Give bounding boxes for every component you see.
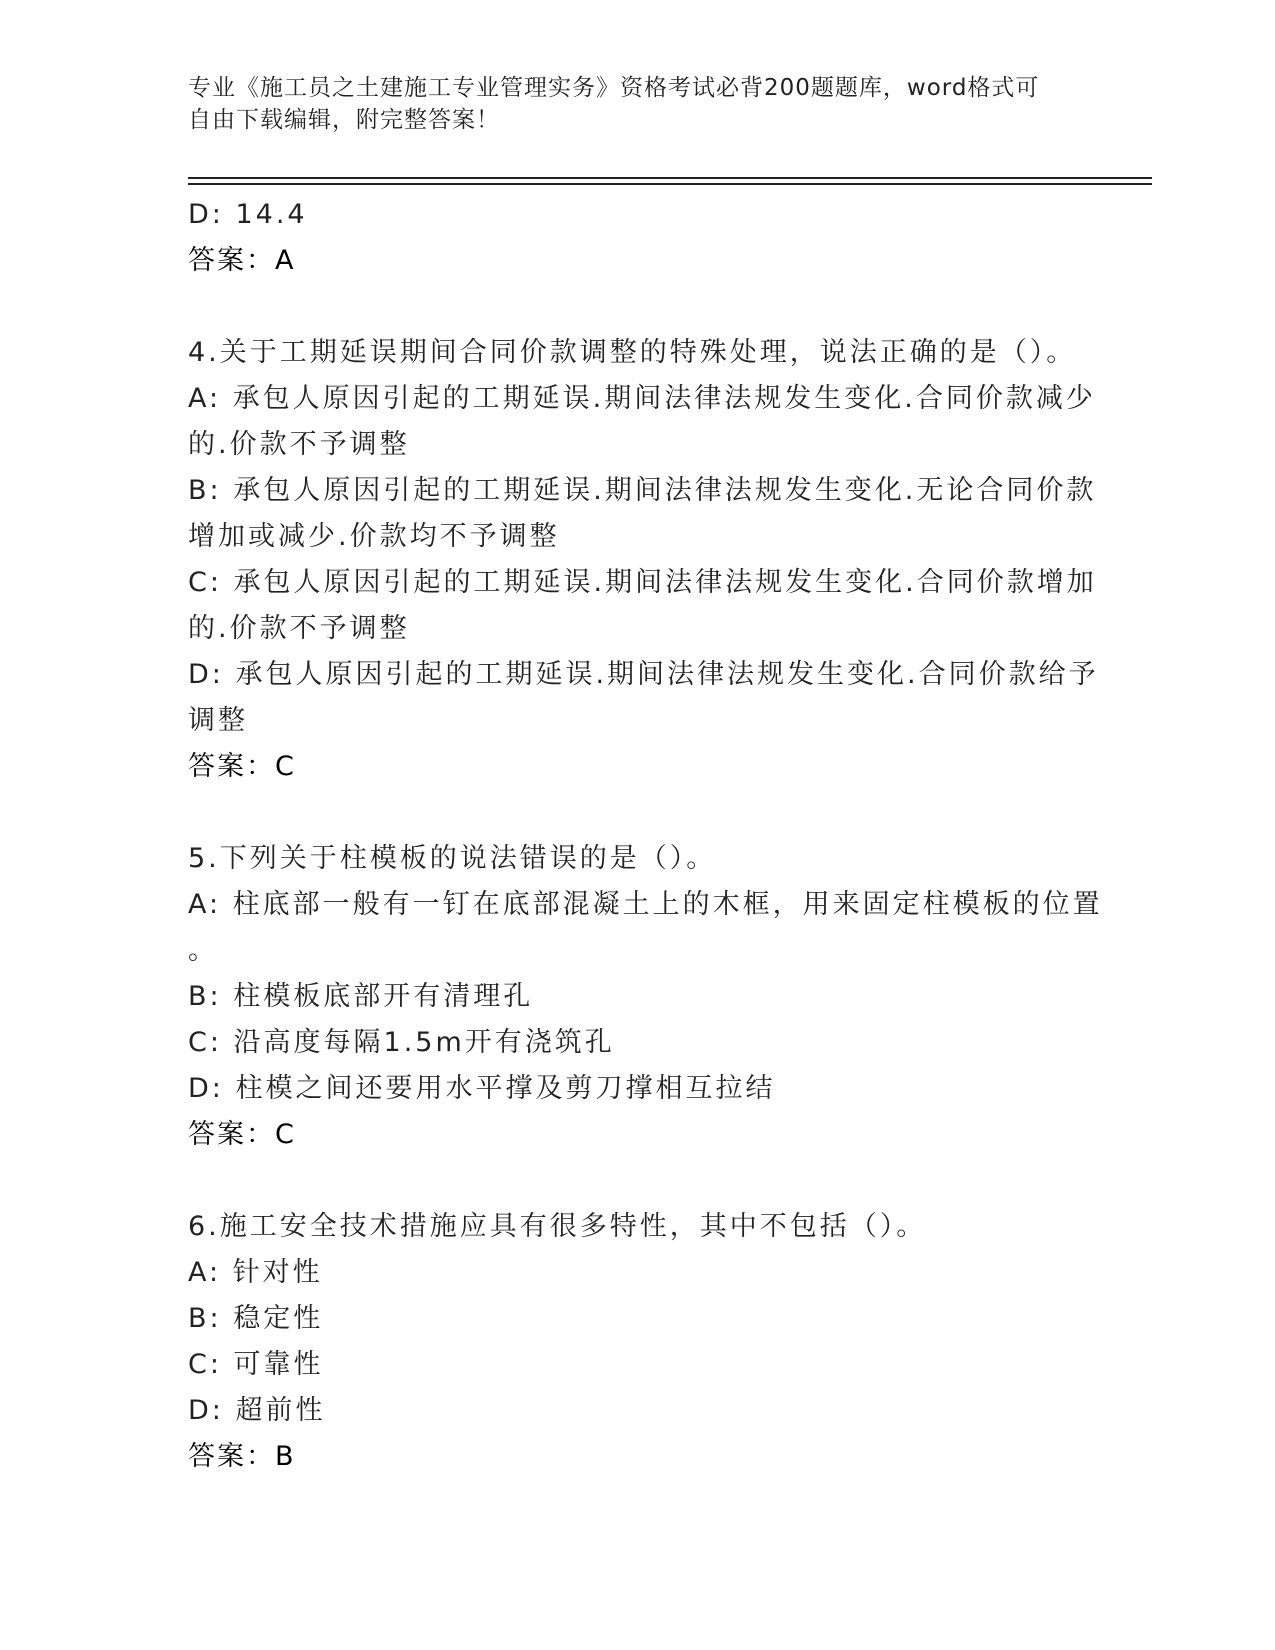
option-c: C: 沿高度每隔1.5m开有浇筑孔 [188, 1027, 615, 1058]
answer: 答案：A [188, 245, 296, 276]
question-5 [188, 836, 1103, 1158]
question-content [188, 192, 1103, 1480]
header-line-1: 专业《施工员之土建施工专业管理实务》资格考试必背200题题库，word格式可 [188, 75, 1040, 101]
spacer [188, 284, 1088, 330]
question-4 [188, 330, 1099, 790]
option-b: B: 柱模板底部开有清理孔 [188, 981, 534, 1012]
option-b: B: 稳定性 [188, 1303, 324, 1334]
question-stem: 6.施工安全技术措施应具有很多特性，其中不包括（）。 [188, 1211, 927, 1242]
option-d-cont: 调整 [188, 705, 248, 736]
question-stem: 4.关于工期延误期间合同价款调整的特殊处理，说法正确的是（）。 [188, 337, 1077, 368]
option-c-cont: 的.价款不予调整 [188, 613, 410, 644]
option-a-cont: 的.价款不予调整 [188, 429, 410, 460]
option-d: D: 承包人原因引起的工期延误.期间法律法规发生变化.合同价款给予 [188, 659, 1099, 690]
option-a: A: 承包人原因引起的工期延误.期间法律法规发生变化.合同价款减少 [188, 383, 1096, 414]
option-d: D: 柱模之间还要用水平撑及剪刀撑相互拉结 [188, 1073, 776, 1104]
answer: 答案：B [188, 1441, 296, 1472]
question-stem: 5.下列关于柱模板的说法错误的是（）。 [188, 843, 717, 874]
spacer [188, 790, 1088, 836]
option-a: A: 针对性 [188, 1257, 323, 1288]
question-6 [188, 1204, 1088, 1480]
option-d: D: 超前性 [188, 1395, 326, 1426]
option-b: B: 承包人原因引起的工期延误.期间法律法规发生变化.无论合同价款 [188, 475, 1097, 506]
option-c: C: 可靠性 [188, 1349, 324, 1380]
previous-question-tail [188, 192, 1088, 284]
answer: 答案：C [188, 1119, 296, 1150]
option-c: C: 承包人原因引起的工期延误.期间法律法规发生变化.合同价款增加 [188, 567, 1097, 598]
header-divider-top [188, 177, 1152, 179]
option-a-cont: 。 [188, 935, 218, 966]
page-header [188, 72, 1068, 136]
header-divider-bottom [188, 183, 1152, 185]
option-d: D: 14.4 [188, 199, 308, 230]
spacer [188, 1158, 1088, 1204]
option-a: A: 柱底部一般有一钉在底部混凝土上的木框，用来固定柱模板的位置 [188, 889, 1103, 920]
answer: 答案：C [188, 751, 296, 782]
header-line-2: 自由下载编辑，附完整答案！ [188, 107, 500, 133]
option-b-cont: 增加或减少.价款均不予调整 [188, 521, 560, 552]
